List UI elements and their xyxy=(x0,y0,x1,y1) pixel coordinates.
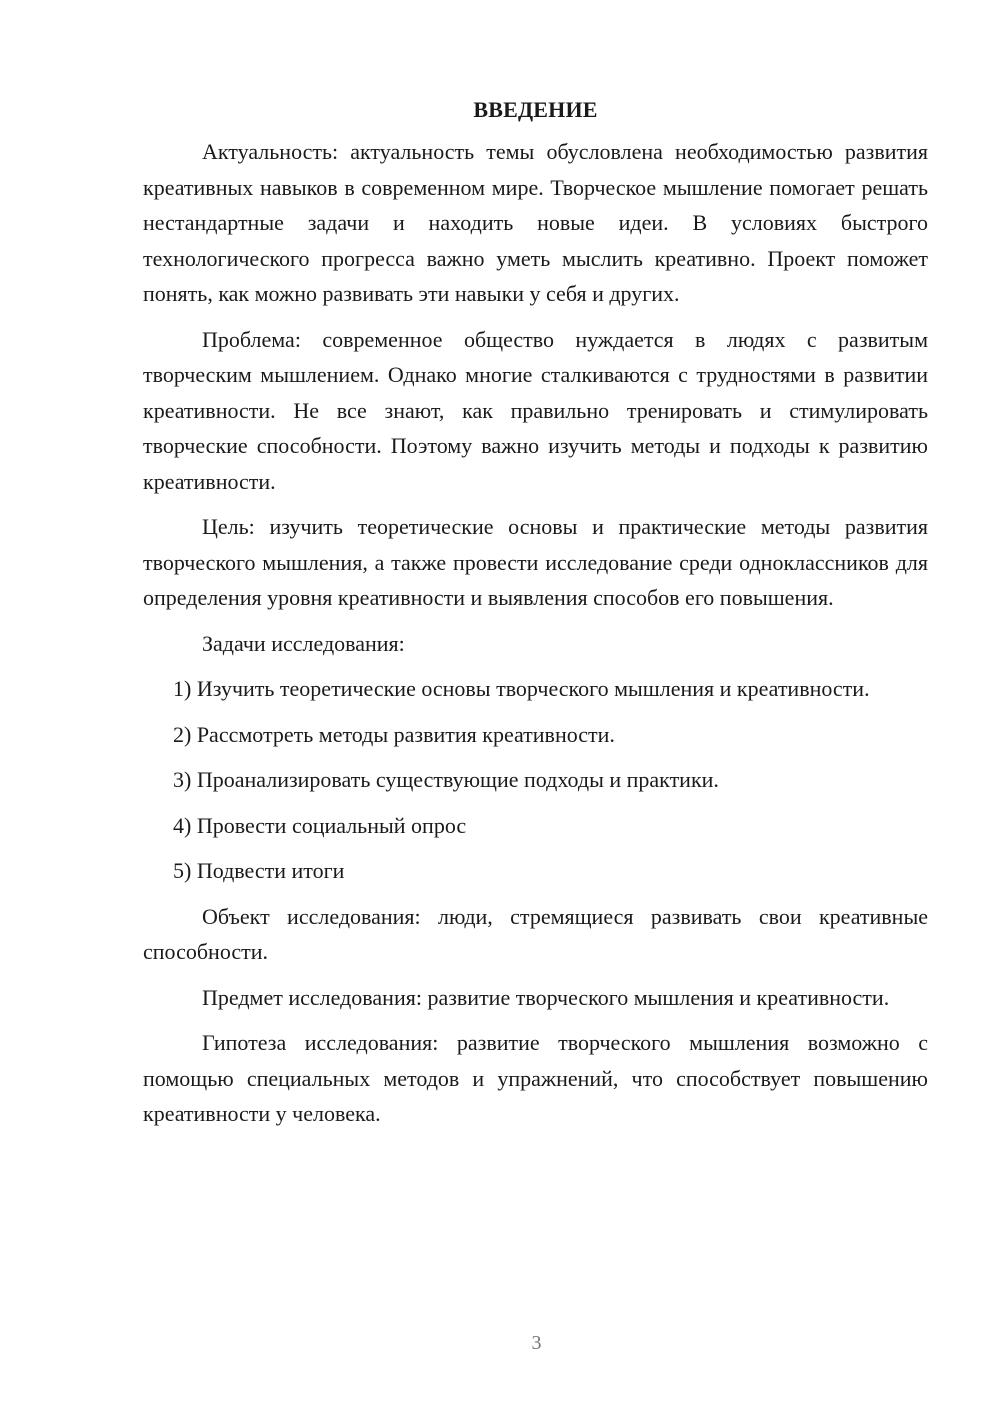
hypothesis-paragraph: Гипотеза исследования: развитие творческого мышления возможно с помощью специальных методов и упражнений, что способствует повышению креативности у человека. xyxy=(143,1030,928,1126)
section-title: ВВЕДЕНИЕ xyxy=(473,97,598,122)
tasks-heading: Задачи исследования: xyxy=(202,630,405,656)
list-item: 1) Изучить теоретические основы творческого мышления и креативности. xyxy=(173,676,870,701)
list-item: 5) Подвести итоги xyxy=(173,858,345,883)
list-item: 4) Провести социальный опрос xyxy=(173,812,467,838)
problem-paragraph: Проблема: современное общество нуждается в людях с развитым творческим мышлением. Однако многие сталкиваются с трудностями в развитии креативности. Не все знают, как правильно тренировать и стимулировать творческие способности. Поэтому важно изучить методы и подходы к развитию креативности. xyxy=(143,326,928,494)
relevance-paragraph: Актуальность: актуальность темы обусловлена необходимостью развития креативных навыков в современном мире. Творческое мышление помогает решать нестандартные задачи и находить новые идеи. В условиях быстрого технологического прогресса важно уметь мыслить креативно. Проект поможет понять, как можно развивать эти навыки у себя и других. xyxy=(143,139,928,306)
subject-paragraph: Предмет исследования: развитие творческого мышления и креативности. xyxy=(202,984,890,1010)
list-item: 3) Проанализировать существующие подходы и практики. xyxy=(173,767,719,792)
goal-paragraph: Цель: изучить теоретические основы и практические методы развития творческого мышления, а также провести исследование среди одноклассников для определения уровня креативности и выявления способов его повышения. xyxy=(143,514,928,610)
list-item: 2) Рассмотреть методы развития креативности. xyxy=(173,721,615,747)
page-number: 3 xyxy=(531,1332,542,1354)
document-page xyxy=(143,90,928,1142)
object-paragraph: Объект исследования: люди, стремящиеся развивать свои креативные способности. xyxy=(143,903,928,964)
tasks-list xyxy=(143,671,928,889)
